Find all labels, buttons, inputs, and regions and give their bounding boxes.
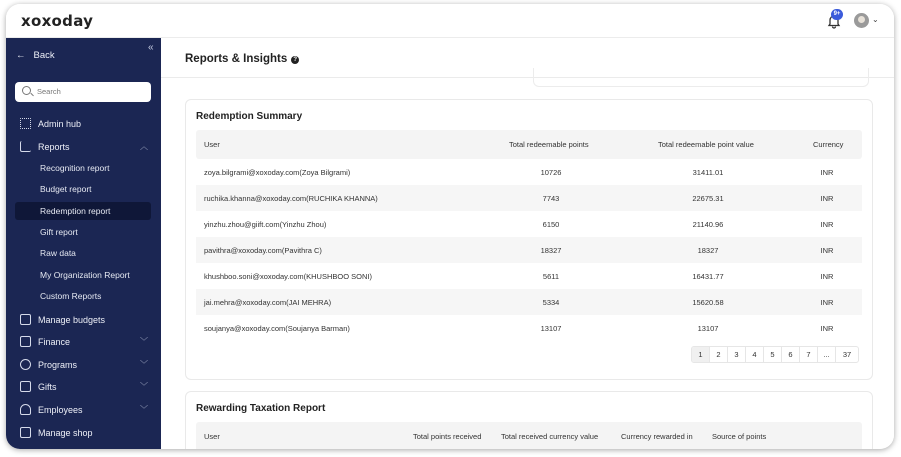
sidebar-item-finance[interactable]: [6, 332, 161, 352]
notification-badge: 9+: [831, 9, 843, 20]
cell-user: ruchika.khanna@xoxoday.com(RUCHIKA KHANNA): [204, 194, 378, 203]
table-row: [196, 237, 862, 263]
chevron-down-icon: ﹀: [140, 337, 148, 346]
sidebar-item-gifts[interactable]: [6, 377, 161, 397]
cell-user: yinzhu.zhou@giift.com(Yinzhu Zhou): [204, 220, 327, 229]
sidebar-item-label: Programs: [38, 360, 78, 370]
card-title: Redemption Summary: [196, 111, 303, 122]
page-button-1[interactable]: 1: [692, 347, 710, 362]
column-header-total-points: Total redeemable points: [509, 140, 589, 149]
sidebar: [6, 38, 161, 449]
page-title: [185, 53, 299, 65]
wallet-icon: [20, 314, 31, 325]
card-title: Rewarding Taxation Report: [196, 403, 326, 414]
cell-user: zoya.bilgrami@xoxoday.com(Zoya Bilgrami): [204, 168, 351, 177]
column-header-user: User: [204, 140, 220, 149]
cell-currency: INR: [820, 168, 834, 177]
cell-points: 7743: [542, 194, 560, 203]
top-bar: [6, 4, 894, 38]
cell-currency: INR: [820, 272, 834, 281]
column-header-currency-rewarded: Currency rewarded in: [621, 432, 693, 441]
sidebar-subitem-label: My Organization Report: [40, 270, 130, 280]
sidebar-item-label: Employees: [38, 405, 83, 415]
sidebar-item-admin-hub[interactable]: [6, 114, 161, 134]
cell-points: 5334: [542, 298, 560, 307]
sidebar-item-label: Reports: [38, 142, 70, 152]
sidebar-item-label: Finance: [38, 337, 71, 347]
cell-value: 15620.58: [692, 298, 724, 307]
table-row: [196, 315, 862, 341]
sidebar-subitem-label: Budget report: [40, 184, 92, 194]
sidebar-subitem-label: Gift report: [40, 227, 78, 237]
chevron-down-icon[interactable]: ⌄: [872, 15, 879, 24]
sidebar-item-label: Manage budgets: [38, 315, 106, 325]
sidebar-item-manage-shop[interactable]: [6, 423, 161, 443]
sidebar-subitem-recognition-report[interactable]: [15, 159, 151, 177]
rewarding-taxation-card: [185, 391, 873, 449]
table-row: [196, 159, 862, 185]
sidebar-item-programs[interactable]: [6, 355, 161, 375]
cell-value: 16431.77: [692, 272, 724, 281]
shop-icon: [20, 427, 31, 438]
cell-points: 5611: [542, 272, 560, 281]
programs-icon: [20, 359, 31, 370]
page-title-text: Reports & Insights: [185, 53, 288, 65]
column-header-user: User: [204, 432, 220, 441]
chevron-down-icon: ﹀: [140, 382, 148, 391]
collapse-sidebar-icon[interactable]: «: [148, 42, 154, 53]
page-button-5[interactable]: 5: [764, 347, 782, 362]
table-header: [196, 130, 862, 159]
sidebar-item-label: Manage shop: [38, 428, 93, 438]
chevron-down-icon: ﹀: [140, 405, 148, 414]
cell-points: 6150: [542, 220, 560, 229]
cell-currency: INR: [820, 194, 834, 203]
page-button-6[interactable]: 6: [782, 347, 800, 362]
grid-icon: [20, 118, 31, 129]
page-ellipsis: ...: [818, 347, 836, 362]
cell-currency: INR: [820, 324, 834, 333]
bank-icon: [20, 336, 31, 347]
page-button-7[interactable]: 7: [800, 347, 818, 362]
sidebar-item-reports[interactable]: [6, 137, 161, 157]
search-placeholder: Search: [37, 87, 61, 96]
cell-user: jai.mehra@xoxoday.com(JAI MEHRA): [204, 298, 332, 307]
page-button-2[interactable]: 2: [710, 347, 728, 362]
back-link[interactable]: [16, 50, 63, 61]
sidebar-item-manage-budgets[interactable]: [6, 310, 161, 330]
gift-icon: [20, 381, 31, 392]
bar-chart-icon: [20, 141, 31, 152]
cell-currency: INR: [820, 220, 834, 229]
sidebar-subitem-budget-report[interactable]: [15, 180, 151, 198]
cell-points: 18327: [540, 246, 562, 255]
app-window: [6, 4, 894, 449]
sidebar-item-label: Admin hub: [38, 119, 82, 129]
main-content: [161, 38, 894, 449]
cell-user: pavithra@xoxoday.com(Pavithra C): [204, 246, 322, 255]
column-header-currency: Currency: [813, 140, 844, 149]
sidebar-subitem-custom-reports[interactable]: [15, 287, 151, 305]
column-header-source-of-points: Source of points: [712, 432, 767, 441]
sidebar-subitem-gift-report[interactable]: [15, 223, 151, 241]
users-icon: [20, 404, 31, 415]
page-button-last[interactable]: 37: [842, 350, 852, 359]
sidebar-subitem-label: Recognition report: [40, 163, 110, 173]
sidebar-subitem-label: Raw data: [40, 248, 76, 258]
chevron-down-icon: ﹀: [140, 360, 148, 369]
cell-user: khushboo.soni@xoxoday.com(KHUSHBOO SONI): [204, 272, 372, 281]
sidebar-item-employees[interactable]: [6, 400, 161, 420]
back-label: Back: [33, 50, 55, 61]
cell-user: soujanya@xoxoday.com(Soujanya Barman): [204, 324, 350, 333]
cell-value: 21140.96: [692, 220, 724, 229]
cell-currency: INR: [820, 246, 834, 255]
previous-card-bottom: [533, 68, 869, 87]
page-button-3[interactable]: 3: [728, 347, 746, 362]
chevron-up-icon: ︿: [140, 142, 148, 151]
user-avatar[interactable]: [854, 13, 869, 28]
table-row: [196, 185, 862, 211]
cell-value: 13107: [697, 324, 719, 333]
sidebar-subitem-label: Redemption report: [40, 206, 111, 216]
sidebar-search-input[interactable]: [15, 82, 151, 102]
cell-value: 22675.31: [692, 194, 724, 203]
search-icon: [22, 86, 31, 95]
column-header-currency-value: Total received currency value: [501, 432, 599, 441]
page-button-4[interactable]: 4: [746, 347, 764, 362]
column-header-point-value: Total redeemable point value: [658, 140, 754, 149]
cell-value: 18327: [697, 246, 719, 255]
help-icon[interactable]: ?: [291, 56, 299, 64]
table-header: [196, 422, 862, 449]
column-header-total-points-received: Total points received: [413, 432, 482, 441]
redemption-summary-card: [185, 99, 873, 380]
table-row: [196, 263, 862, 289]
sidebar-item-label: Gifts: [38, 382, 57, 392]
cell-points: 10726: [540, 168, 562, 177]
arrow-left-icon: ←: [16, 50, 26, 61]
table-row: [196, 211, 862, 237]
cell-currency: INR: [820, 298, 834, 307]
sidebar-subitem-label: Custom Reports: [40, 291, 102, 301]
cell-value: 31411.01: [692, 168, 724, 177]
sidebar-subitem-redemption-report[interactable]: [15, 202, 151, 220]
sidebar-subitem-my-organization-report[interactable]: [15, 266, 151, 284]
cell-points: 13107: [540, 324, 562, 333]
pagination: [691, 346, 859, 363]
table-row: [196, 289, 862, 315]
sidebar-subitem-raw-data[interactable]: [15, 244, 151, 262]
xoxoday-logo[interactable]: xoxoday: [21, 12, 94, 30]
